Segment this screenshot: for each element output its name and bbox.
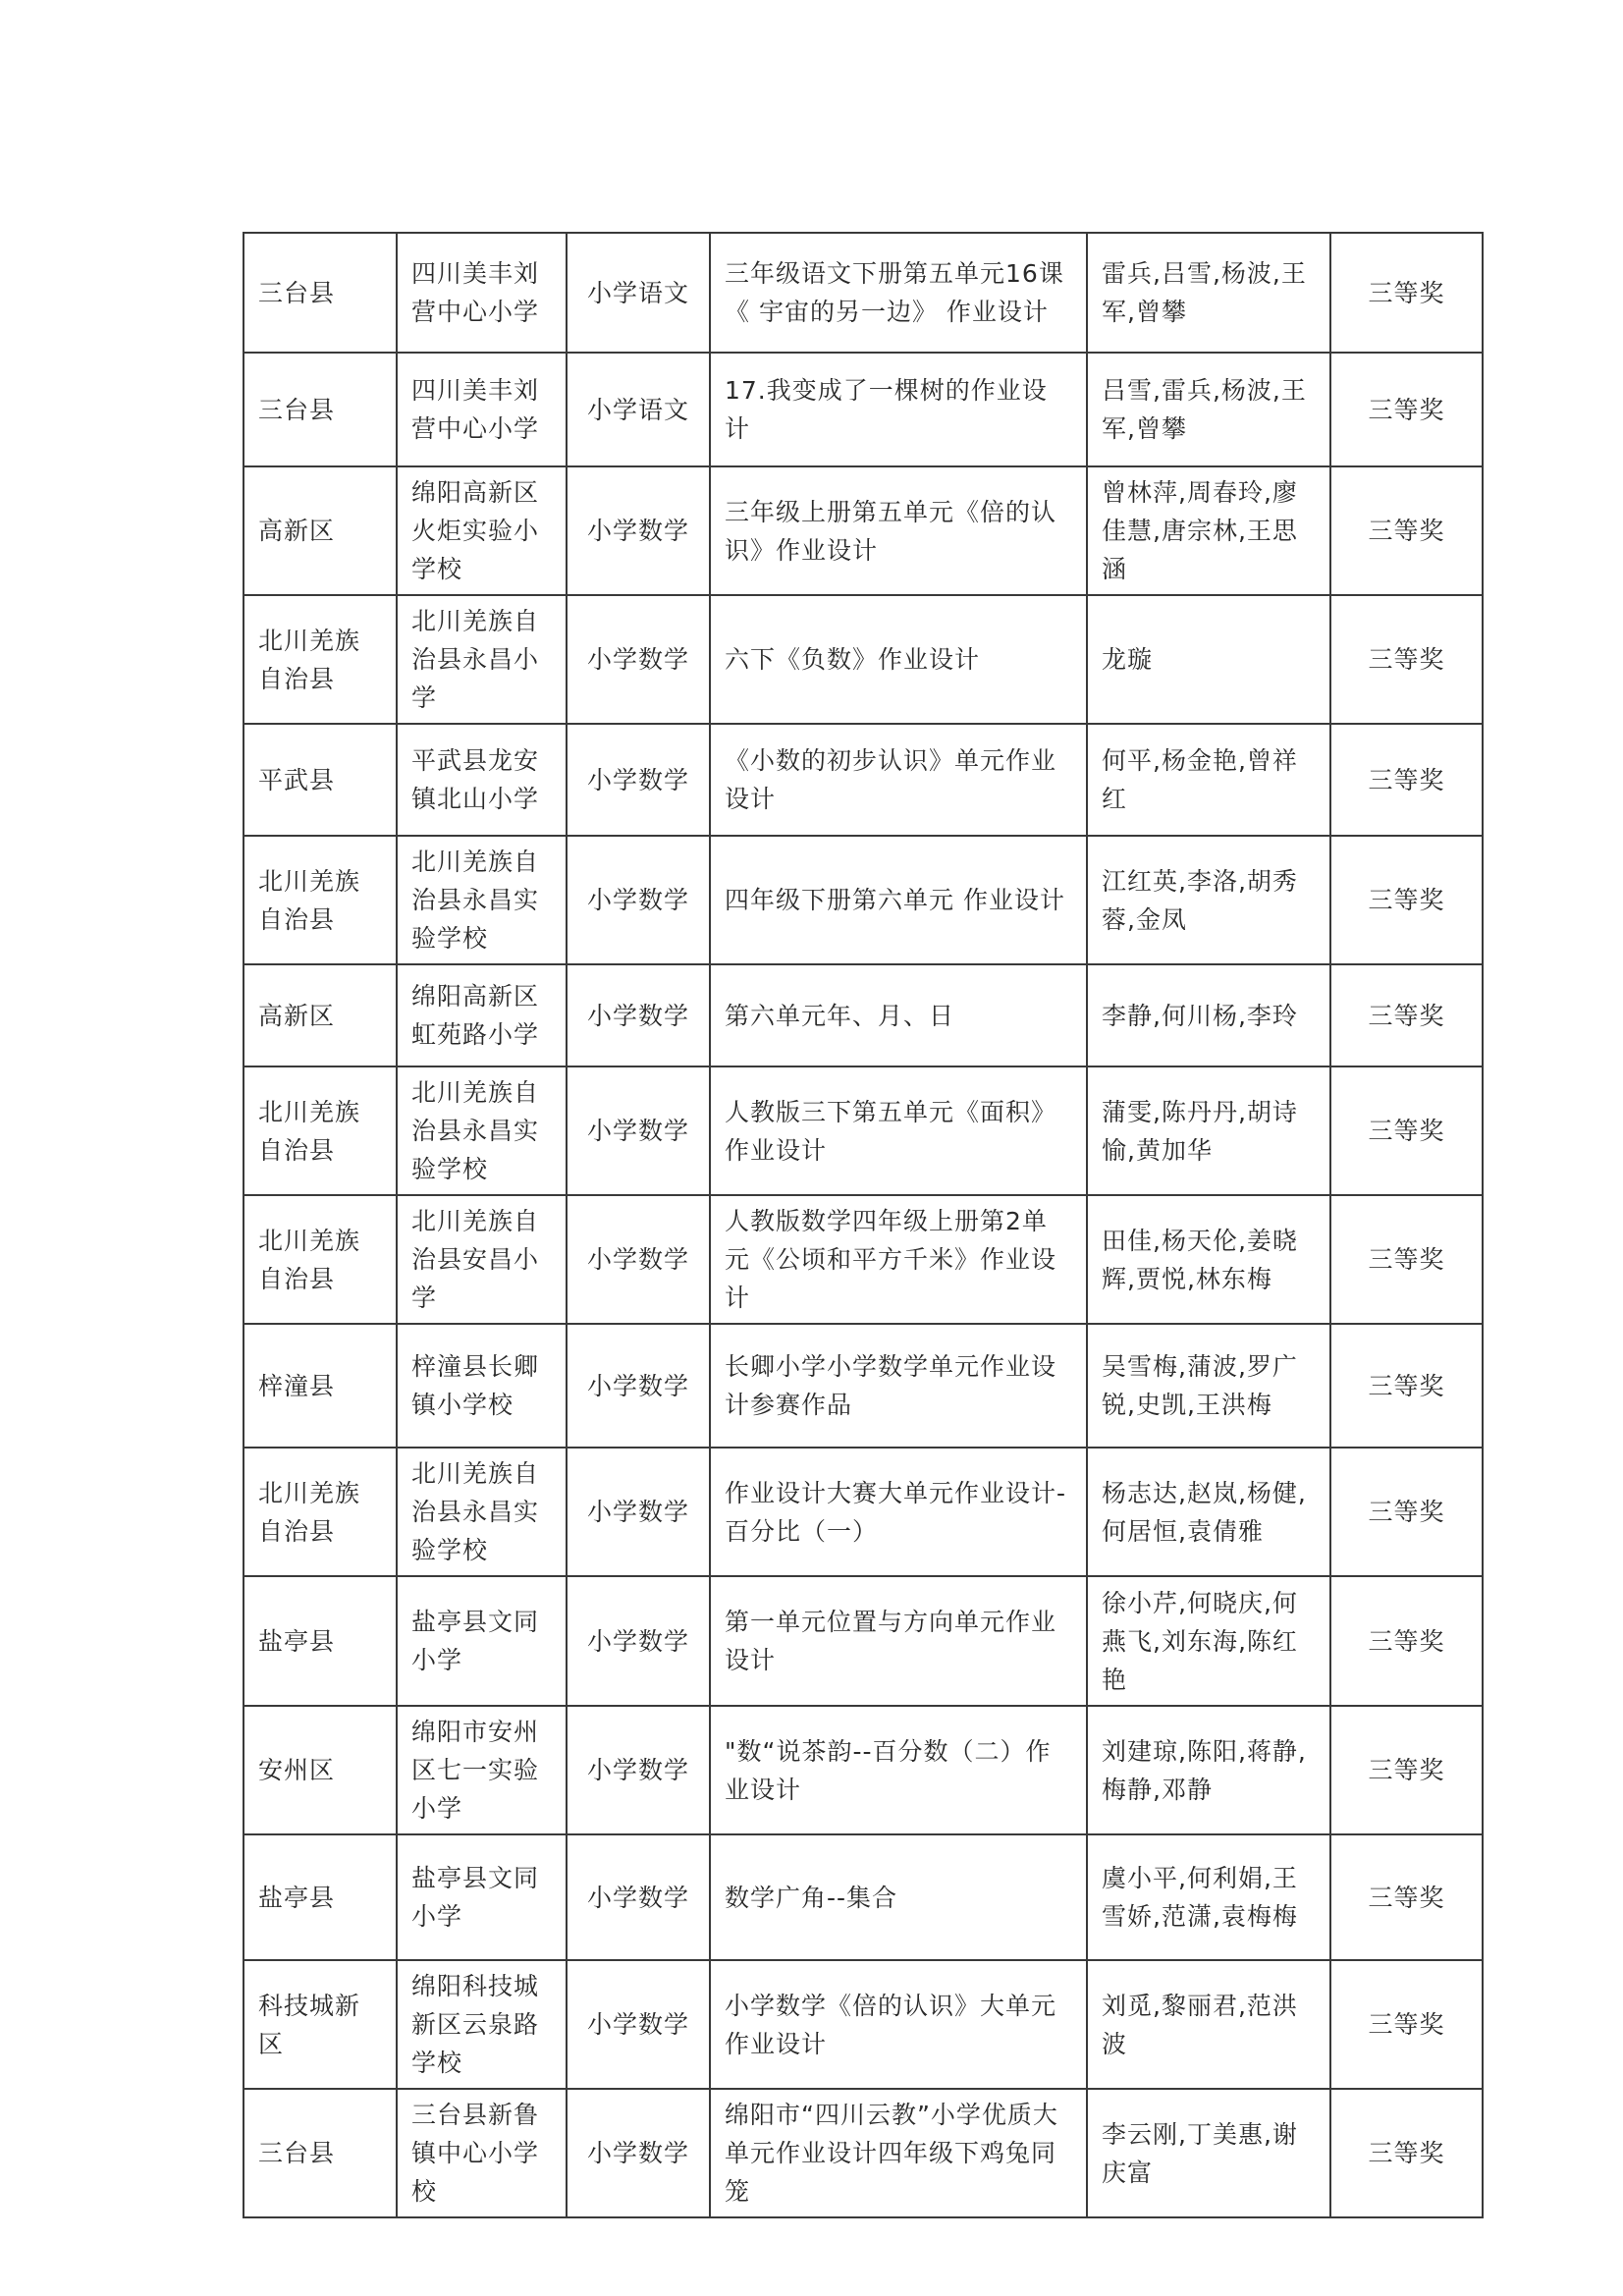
cell-title: 三年级上册第五单元《倍的认识》作业设计 — [710, 466, 1087, 595]
cell-authors: 蒲雯,陈丹丹,胡诗愉,黄加华 — [1087, 1066, 1330, 1195]
cell-award: 三等奖 — [1330, 724, 1483, 836]
cell-authors: 吕雪,雷兵,杨波,王军,曾攀 — [1087, 353, 1330, 466]
cell-award: 三等奖 — [1330, 836, 1483, 964]
cell-title: 人教版三下第五单元《面积》作业设计 — [710, 1066, 1087, 1195]
table-row — [243, 595, 1483, 724]
cell-award: 三等奖 — [1330, 595, 1483, 724]
cell-authors: 刘觅,黎丽君,范洪波 — [1087, 1960, 1330, 2089]
cell-title: 人教版数学四年级上册第2单元《公顷和平方千米》作业设计 — [710, 1195, 1087, 1324]
cell-subject: 小学语文 — [567, 233, 710, 353]
table-row — [243, 353, 1483, 466]
cell-authors: 曾林萍,周春玲,廖佳慧,唐宗林,王思涵 — [1087, 466, 1330, 595]
cell-school: 北川羌族自治县永昌小学 — [397, 595, 567, 724]
cell-title: 17.我变成了一棵树的作业设计 — [710, 353, 1087, 466]
cell-title: 长卿小学小学数学单元作业设计参赛作品 — [710, 1324, 1087, 1448]
table-row — [243, 1195, 1483, 1324]
cell-title: 绵阳市“四川云教”小学优质大单元作业设计四年级下鸡兔同笼 — [710, 2089, 1087, 2217]
cell-award: 三等奖 — [1330, 1960, 1483, 2089]
cell-school: 三台县新鲁镇中心小学校 — [397, 2089, 567, 2217]
cell-subject: 小学数学 — [567, 1324, 710, 1448]
cell-county: 三台县 — [243, 2089, 397, 2217]
cell-subject: 小学数学 — [567, 1960, 710, 2089]
cell-award: 三等奖 — [1330, 2089, 1483, 2217]
cell-authors: 刘建琼,陈阳,蒋静,梅静,邓静 — [1087, 1706, 1330, 1834]
cell-county: 北川羌族自治县 — [243, 1195, 397, 1324]
awards-table-body — [243, 233, 1483, 2217]
cell-county: 高新区 — [243, 466, 397, 595]
cell-subject: 小学数学 — [567, 466, 710, 595]
cell-title: "数“说茶韵--百分数（二）作业设计 — [710, 1706, 1087, 1834]
cell-authors: 雷兵,吕雪,杨波,王军,曾攀 — [1087, 233, 1330, 353]
cell-subject: 小学数学 — [567, 836, 710, 964]
cell-award: 三等奖 — [1330, 1195, 1483, 1324]
cell-award: 三等奖 — [1330, 1448, 1483, 1576]
cell-county: 北川羌族自治县 — [243, 1448, 397, 1576]
cell-title: 四年级下册第六单元 作业设计 — [710, 836, 1087, 964]
cell-authors: 吴雪梅,蒲波,罗广锐,史凯,王洪梅 — [1087, 1324, 1330, 1448]
cell-school: 平武县龙安镇北山小学 — [397, 724, 567, 836]
table-row — [243, 1960, 1483, 2089]
cell-school: 北川羌族自治县永昌实验学校 — [397, 1066, 567, 1195]
cell-school: 北川羌族自治县永昌实验学校 — [397, 1448, 567, 1576]
cell-subject: 小学数学 — [567, 1834, 710, 1960]
cell-authors: 杨志达,赵岚,杨健,何居恒,袁倩雅 — [1087, 1448, 1330, 1576]
cell-subject: 小学数学 — [567, 1195, 710, 1324]
cell-subject: 小学数学 — [567, 1066, 710, 1195]
cell-subject: 小学语文 — [567, 353, 710, 466]
table-row — [243, 233, 1483, 353]
cell-school: 四川美丰刘营中心小学 — [397, 233, 567, 353]
cell-authors: 何平,杨金艳,曾祥红 — [1087, 724, 1330, 836]
cell-county: 三台县 — [243, 353, 397, 466]
cell-school: 绵阳高新区虹苑路小学 — [397, 964, 567, 1066]
table-row — [243, 1576, 1483, 1706]
cell-school: 梓潼县长卿镇小学校 — [397, 1324, 567, 1448]
cell-authors: 龙璇 — [1087, 595, 1330, 724]
cell-county: 科技城新区 — [243, 1960, 397, 2089]
cell-authors: 李云刚,丁美惠,谢庆富 — [1087, 2089, 1330, 2217]
cell-county: 北川羌族自治县 — [243, 836, 397, 964]
cell-subject: 小学数学 — [567, 1576, 710, 1706]
cell-subject: 小学数学 — [567, 1448, 710, 1576]
cell-subject: 小学数学 — [567, 964, 710, 1066]
cell-school: 盐亭县文同小学 — [397, 1576, 567, 1706]
cell-county: 盐亭县 — [243, 1834, 397, 1960]
cell-subject: 小学数学 — [567, 2089, 710, 2217]
table-row — [243, 1706, 1483, 1834]
awards-table — [243, 232, 1484, 2218]
cell-county: 梓潼县 — [243, 1324, 397, 1448]
cell-school: 绵阳市安州区七一实验小学 — [397, 1706, 567, 1834]
table-row — [243, 1066, 1483, 1195]
table-row — [243, 466, 1483, 595]
cell-award: 三等奖 — [1330, 1834, 1483, 1960]
cell-authors: 李静,何川杨,李玲 — [1087, 964, 1330, 1066]
cell-authors: 田佳,杨天伦,姜晓辉,贾悦,林东梅 — [1087, 1195, 1330, 1324]
cell-award: 三等奖 — [1330, 964, 1483, 1066]
cell-title: 六下《负数》作业设计 — [710, 595, 1087, 724]
cell-award: 三等奖 — [1330, 1324, 1483, 1448]
cell-school: 北川羌族自治县安昌小学 — [397, 1195, 567, 1324]
table-row — [243, 964, 1483, 1066]
cell-county: 盐亭县 — [243, 1576, 397, 1706]
cell-award: 三等奖 — [1330, 233, 1483, 353]
table-row — [243, 836, 1483, 964]
cell-school: 盐亭县文同小学 — [397, 1834, 567, 1960]
cell-title: 第六单元年、月、日 — [710, 964, 1087, 1066]
cell-county: 北川羌族自治县 — [243, 595, 397, 724]
cell-county: 北川羌族自治县 — [243, 1066, 397, 1195]
cell-school: 绵阳科技城新区云泉路学校 — [397, 1960, 567, 2089]
cell-county: 平武县 — [243, 724, 397, 836]
cell-title: 第一单元位置与方向单元作业设计 — [710, 1576, 1087, 1706]
cell-award: 三等奖 — [1330, 1706, 1483, 1834]
cell-title: 《小数的初步认识》单元作业设计 — [710, 724, 1087, 836]
cell-award: 三等奖 — [1330, 1576, 1483, 1706]
cell-authors: 徐小芹,何晓庆,何燕飞,刘东海,陈红艳 — [1087, 1576, 1330, 1706]
cell-award: 三等奖 — [1330, 466, 1483, 595]
table-row — [243, 1448, 1483, 1576]
cell-title: 小学数学《倍的认识》大单元作业设计 — [710, 1960, 1087, 2089]
cell-authors: 江红英,李洛,胡秀蓉,金凤 — [1087, 836, 1330, 964]
table-row — [243, 1324, 1483, 1448]
cell-county: 高新区 — [243, 964, 397, 1066]
cell-school: 四川美丰刘营中心小学 — [397, 353, 567, 466]
cell-subject: 小学数学 — [567, 595, 710, 724]
cell-award: 三等奖 — [1330, 353, 1483, 466]
cell-subject: 小学数学 — [567, 724, 710, 836]
cell-title: 数学广角--集合 — [710, 1834, 1087, 1960]
cell-county: 安州区 — [243, 1706, 397, 1834]
cell-title: 作业设计大赛大单元作业设计-百分比（一） — [710, 1448, 1087, 1576]
cell-school: 绵阳高新区火炬实验小学校 — [397, 466, 567, 595]
cell-subject: 小学数学 — [567, 1706, 710, 1834]
cell-county: 三台县 — [243, 233, 397, 353]
cell-title: 三年级语文下册第五单元16课《 宇宙的另一边》 作业设计 — [710, 233, 1087, 353]
table-row — [243, 1834, 1483, 1960]
cell-authors: 虞小平,何利娟,王雪娇,范潇,袁梅梅 — [1087, 1834, 1330, 1960]
table-row — [243, 2089, 1483, 2217]
cell-school: 北川羌族自治县永昌实验学校 — [397, 836, 567, 964]
cell-award: 三等奖 — [1330, 1066, 1483, 1195]
table-row — [243, 724, 1483, 836]
